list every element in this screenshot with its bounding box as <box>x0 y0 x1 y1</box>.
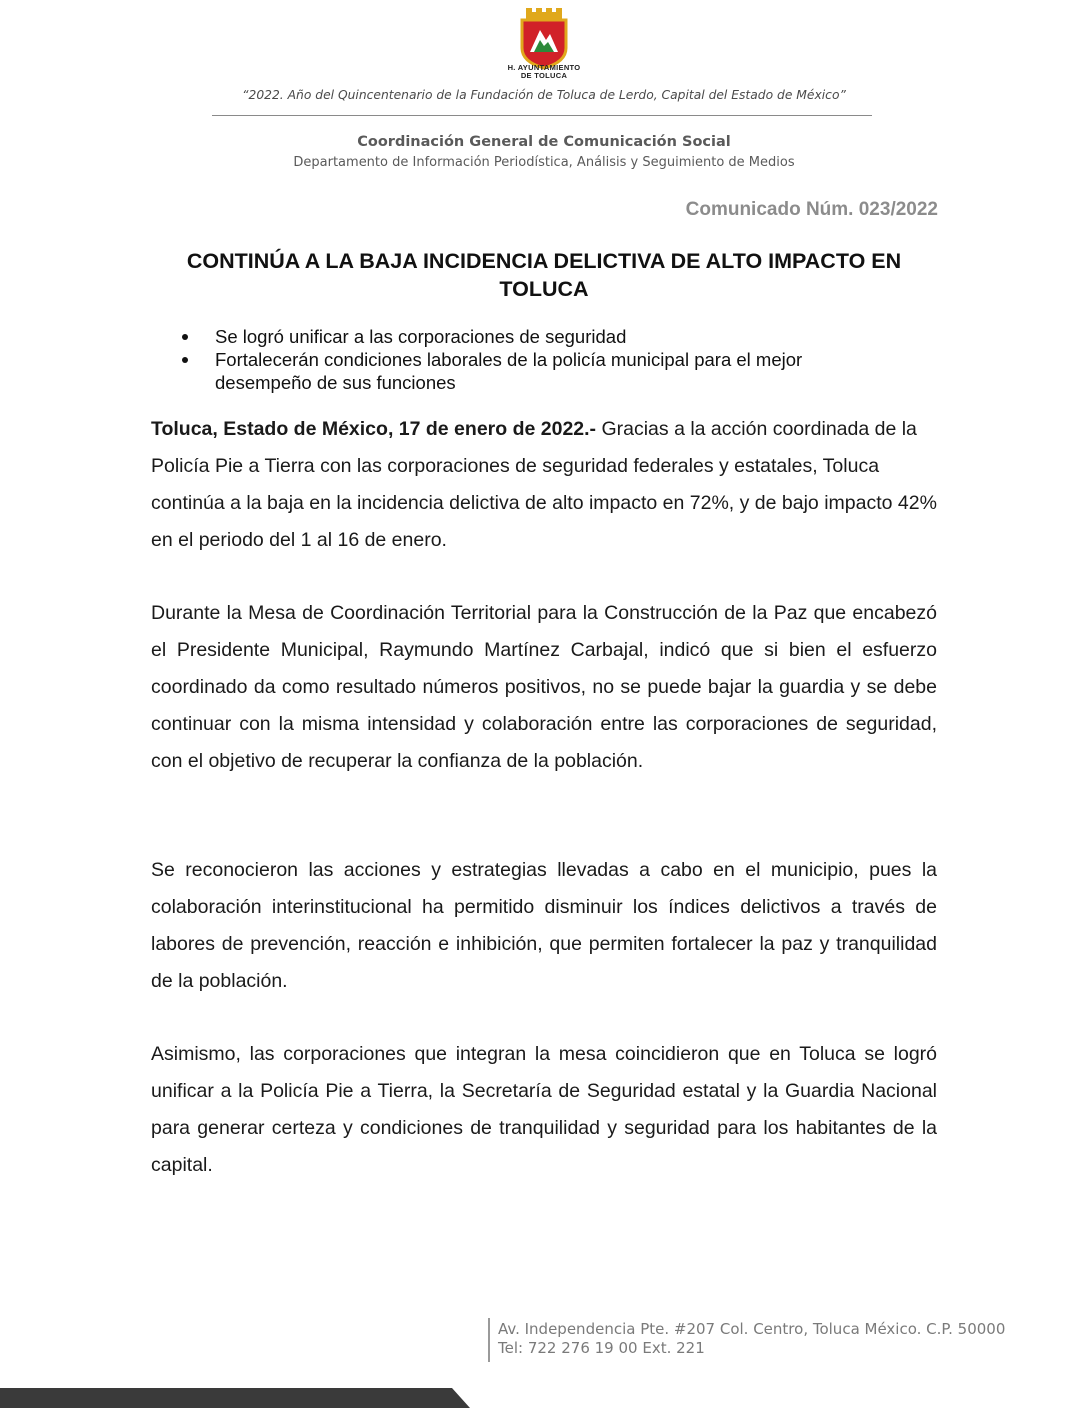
highlight-text: Se logró unificar a las corporaciones de seguridad <box>215 326 627 347</box>
footer-address: Av. Independencia Pte. #207 Col. Centro, Toluca México. C.P. 50000 <box>498 1320 1006 1338</box>
bullet-icon <box>182 334 188 340</box>
highlight-item <box>180 325 880 348</box>
department-title: Coordinación General de Comunicación Social <box>357 134 731 150</box>
body-paragraph-2: Durante la Mesa de Coordinación Territorial para la Construcción de la Paz que encabezó el Presidente Municipal, Raymundo Martínez Carbajal, indicó que si bien el esfuerzo coordinado da como resultado números positivos, no se puede bajar la guardia y se debe continuar con la misma intensidad y colaboración entre las corporaciones de seguridad, con el objetivo de recuperar la confianza de la población. <box>151 602 937 772</box>
communique-number: Comunicado Núm. 023/2022 <box>685 199 938 220</box>
logo-caption-line1: H. AYUNTAMIENTO <box>507 63 581 72</box>
paragraph-text: Gracias a la acción coordinada de la Policía Pie a Tierra con las corporaciones de seguridad federales y estatales, Toluca continúa a la baja en la incidencia delictiva de alto impacto en 72%, y de bajo impacto 42% en el periodo del 1 al 16 de enero. <box>151 418 937 551</box>
highlight-text: Fortalecerán condiciones laborales de la policía municipal para el mejor desempeño de sus funciones <box>215 349 803 393</box>
department-subtitle: Departamento de Información Periodística, Análisis y Seguimiento de Medios <box>293 155 795 170</box>
highlights-list <box>180 325 880 394</box>
dateline: Toluca, Estado de México, 17 de enero de 2022.- <box>151 418 597 440</box>
header-divider <box>212 115 872 116</box>
body-paragraph-1 <box>151 411 937 559</box>
footer-phone: Tel: 722 276 19 00 Ext. 221 <box>498 1339 705 1357</box>
motto-text: “2022. Año del Quincentenario de la Fundación de Toluca de Lerdo, Capital del Estado de México” <box>242 88 846 102</box>
headline: CONTINÚA A LA BAJA INCIDENCIA DELICTIVA DE ALTO IMPACTO EN TOLUCA <box>186 249 902 301</box>
highlight-item <box>180 348 880 394</box>
logo-caption-line2: DE TOLUCA <box>520 71 568 80</box>
bullet-icon <box>182 357 188 363</box>
body-paragraph-3: Se reconocieron las acciones y estrategias llevadas a cabo en el municipio, pues la colaboración interinstitucional ha permitido disminuir los índices delictivos a través de labores de prevención, reacción e inhibición, que permiten fortalecer la paz y tranquilidad de la población. <box>151 859 937 992</box>
footer-divider <box>488 1318 490 1362</box>
body-paragraph-4: Asimismo, las corporaciones que integran la mesa coincidieron que en Toluca se logró unificar a la Policía Pie a Tierra, la Secretaría de Seguridad estatal y la Guardia Nacional para generar certeza y condiciones de tranquilidad y seguridad para los habitantes de la capital. <box>151 1043 937 1176</box>
footer-decorative-strip <box>0 1388 470 1408</box>
logo-caption <box>490 64 598 80</box>
